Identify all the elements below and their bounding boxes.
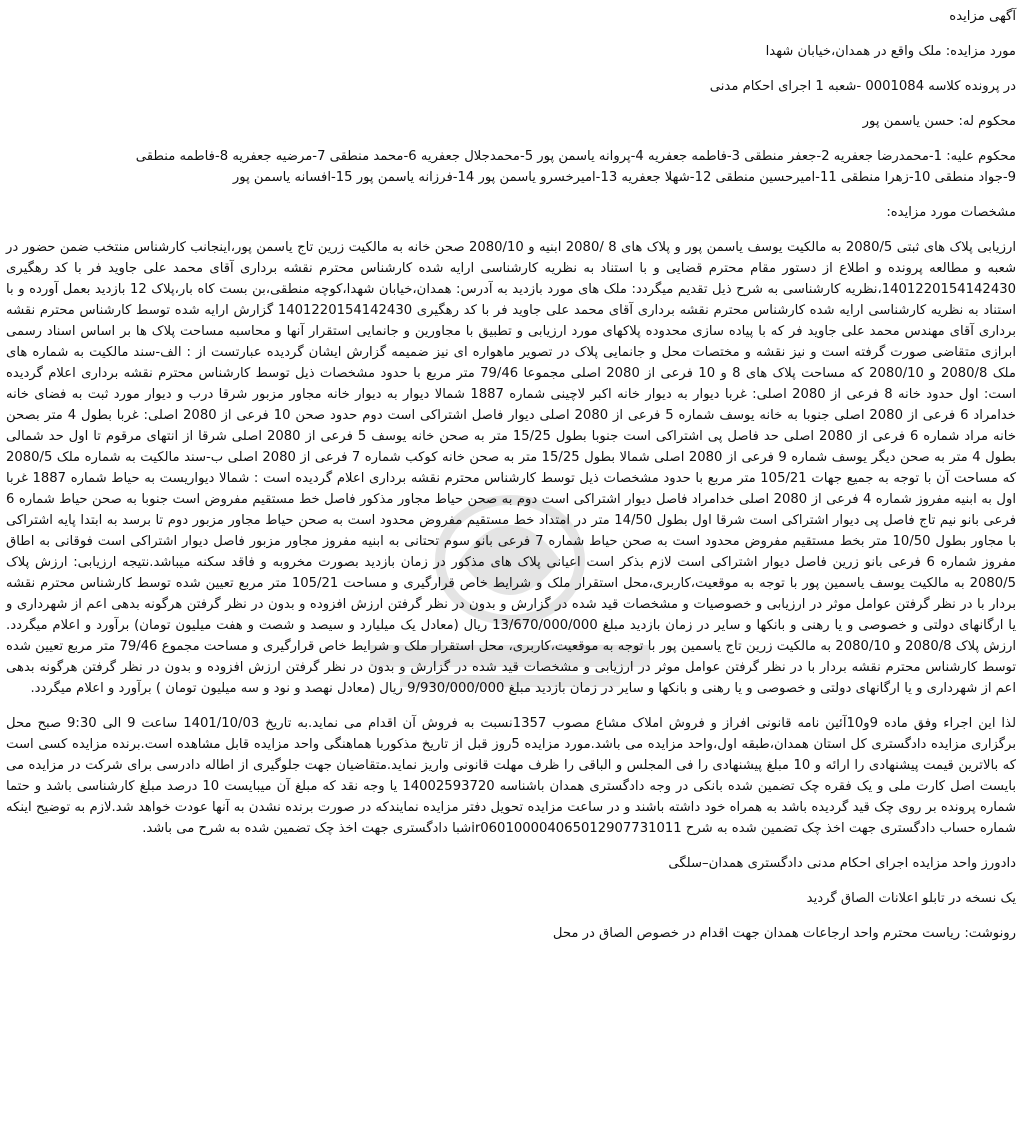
spacer	[6, 188, 1016, 202]
auction-notice	[6, 6, 1016, 1125]
spacer	[6, 132, 1016, 146]
specs-heading: مشخصات مورد مزایده:	[886, 205, 1016, 220]
debtors-line-2: 9-جواد منطقی 10-زهرا منطقی 11-امیرحسین منطقی 12-شهلا جعفریه 13-امیرخسرو یاسمن پور 14-فرزانه یاسمن پور 15-افسانه یاسمن پور	[232, 170, 1016, 185]
signature: دادورز واحد مزایده اجرای احکام مدنی دادگستری همدان–سلگی	[668, 856, 1016, 871]
creditor: محکوم له: حسن یاسمن پور	[862, 114, 1016, 129]
spacer	[6, 839, 1016, 853]
spacer	[6, 97, 1016, 111]
spacer	[6, 909, 1016, 923]
spacer	[6, 223, 1016, 237]
posting-note: یک نسخه در تابلو اعلانات الصاق گردید	[806, 891, 1016, 906]
spacer	[6, 27, 1016, 41]
appraisal-body: ارزیابی پلاک های ثبتی 2080/5 به مالکیت یوسف یاسمن پور و پلاک های 8 /2080 ابنیه و 2080/10 صحن خانه به مالکیت زرین تاج یاسمن پور،اینجانب کارشناس منتخب ضمن حضور در شعبه و مطالعه پرونده و اطلاع از دستور مقام محترم قضایی و با استناد به نظریه کارشناسی ارایه شده کارشناس محترم نقشه برداری آقای محمد علی جاوید فر با کد رهگیری 1401220154142430،نظریه کارشناسی به شرح ذیل تقدیم میگردد: ملک های مورد بازدید به آدرس: همدان،خیابان شهدا،کوچه منطقی،بن بست کاه بار،پلاک 12 بازدید بعمل آورده و با استناد به نظریه کارشناسی ارایه شده کارشناس محترم نقشه برداری آقای محمد علی جاوید فر با کد رهگیری 1401220154142430 گزارش ارایه شده توسط کارشناس محترم نقشه برداری آقای مهندس محمد علی جاوید فر که با پیاده سازی محدوده پلاکهای مورد ارزیابی و تطبیق با مجاورین و جانمایی استقرار آنها و محاسبه مساحت پلاک ها بر اساس اسناد رسمی ابرازی متقاضی صورت گرفته است و نیز نقشه و مختصات محل و جانمایی پلاک در تصویر ماهواره ای نیز ضمیمه گزارش ایشان گردیده عبارتست از : الف-سند مالکیت به شماره های ملک 2080/8 و 2080/10 که مساحت پلاک های 8 و 10 فرعی از 2080 اصلی مجموعا 79/46 متر مربع با حدود مشخصات ذیل توسط کارشناس محترم نقشه برداری اعلام گردیده است: اول حدود خانه 8 فرعی از 2080 اصلی: غربا دیوار به دیوار خانه اکبر لاچینی شماره 1887 شمالا دیوار به دیوار خانه مجاور مزبور شرقا درب و دیوار مورد ثبت به فضای خانه خدامراد 6 فرعی از 2080 اصلی جنوبا به خانه یوسف شماره 5 فرعی از 2080 اصلی دیوار فاصل اشتراکی است دوم حدود صحن 10 فرعی از 2080 اصلی: غربا بطول 4 متر بصحن خانه مراد شماره 6 فرعی از 2080 اصلی حد فاصل پی اشتراکی است جنوبا بطول 15/25 متر به صحن خانه یوسف 5 فرعی از 2080 اصلی شرقا از انتهای مرقوم تا اول حد شمالی بطول 4 متر به صحن دیگر یوسف شماره 9 فرعی از 2080 اصلی شمالا بطول 15/25 متر به صحن خانه کوکب شماره 7 فرعی از 2080 اصلی ب-سند مالکیت به شماره ملک 2080/5 که مساحت آن با توجه به جمیع جهات 105/21 متر مربع با حدود مشخصات ذیل توسط کارشناس محترم نقشه برداری اعلام گردیده است : شمالا دیواریست به حیاط شماره 1887 غربا اول به ابنیه مفروز شماره 4 فرعی از 2080 اصلی خدامراد فاصل دیوار اشتراکی است دوم به صحن حیاط مجاور مذکور فاصل خط مستقیم مفروض است جنوبا به صحن حیاط شماره 6 فرعی بانو نیم تاج فاصل پی دیوار اشتراکی است شرقا اول بطول 14/50 متر در امتداد خط مستقیم مفروض محدود است به صحن حیاط مجاور مزبور دوم تا برسد به ابتدا پایه اشتراکی با مجاور بطول 10/50 متر بخط مستقیم مفروض محدود است به صحن حیاط شماره 7 فرعی بانو سوم تحتانی به ابنیه مفروز مجاور مزبور فاصل دیوار اشتراکی است فوقانی به اطاق مفروز شماره 6 فرعی بانو زرین فاصل دیوار اشتراکی است لازم بذکر است اعیانی پلاک های مذکور در زمان بازدید بصورت مخروبه و فاقد سکنه میباشد.نتیجه ارزیابی: ارزش پلاک 2080/5 به مالکیت یوسف یاسمین پور با توجه به موقعیت،کاربری،محل استقرار ملک و شرایط خاص قرارگیری و مساحت 105/21 متر مربع تعیین شده توسط کارشناس محترم نقشه بردار با در نظر گرفتن عوامل موثر در ارزیابی و خصوصیات و مشخصات قید شده در گزارش و بدون در نظر گرفتن ارزش افزوده و بدون در نظر گرفتن هرگونه بدهی اعم از شهرداری و یا ارگانهای دولتی و خصوصی و یا رهنی و بانکها و سایر در زمان بازدید مبلغ 13/670/000/000 ریال (معادل یک میلیارد و سیصد و شصت و هفت میلیون تومان) برآورد و اعلام میگردد. ارزش پلاک 2080/8 و 2080/10 به مالکیت زرین تاج یاسمین پور با توجه به موقعیت،کاربری، محل استقرار ملک و شرایط خاص قرارگیری و مساحت مجموع 79/46 متر مربع تعیین شده توسط کارشناس محترم نقشه بردار با در نظر گرفتن عوامل موثر در ارزیابی و مشخصات قید شده در گزارش و بدون در نظر گرفتن ارزش افزوده و بدون در نظر گرفتن هرگونه بدهی اعم از شهرداری و یا ارگانهای دولتی و خصوصی و یا رهنی و بانکها و سایر در زمان بازدید مبلغ 9/930/000/000 ریال (معادل نهصد و نود و سه میلیون تومان ) برآورد و اعلام میگردد.	[6, 240, 1017, 696]
spacer	[6, 874, 1016, 888]
auction-terms: لذا این اجراء وفق ماده 9و10آئین نامه قانونی افراز و فروش املاک مشاع مصوب 1357نسبت به فروش آن اقدام می نماید.به تاریخ 1401/10/03 ساعت 9 الی 9:30 صبح محل برگزاری مزایده دادگستری کل استان همدان،طبقه اول،واحد مزایده می باشد.مورد مزایده 5روز قبل از تاریخ مذکوربا هماهنگی واحد مزایده قابل مشاهده است.برنده مزایده کسی است که بالاترین قیمت پیشنهادی را ارائه و 10 مبلغ پیشنهادی را فی المجلس و الباقی را ظرف مهلت قانونی واریز نماید.متقاضیان جهت جلوگیری از اطاله دادرسی برای شرکت در مزایده می بایست اصل کارت ملی و یک فقره چک تضمین شده بانکی در وجه دادگستری همدان باشناسه 14002593720 یا وجه نقد که مبلغ آن میبایست 10 درصد مبلغ کارشناسی باشد و حتما شماره پرونده بر روی چک قید گردیده باشد به همراه خود داشته باشند و در ساعت مزایده تحویل دفتر مزایده نمایندکه در صورت برنده نشدن به آنها عودت خواهد شد.لازم به توضیح اینکه شماره حساب دادگستری جهت اخذ چک تضمین شده به شرح ir060100004065012907731011شبا دادگستری جهت اخذ چک تضمین شده به شرح می باشد.	[6, 716, 1017, 836]
spacer	[6, 699, 1016, 713]
notice-title: آگهی مزایده	[949, 9, 1016, 24]
debtors-line-1: محکوم علیه: 1-محمدرضا جعفریه 2-جعفر منطقی 3-فاطمه جعفریه 4-پروانه یاسمن پور 5-محمدجلال جعفریه 6-محمد منطقی 7-مرضیه جعفریه 8-فاطمه منطقی	[135, 149, 1016, 164]
carbon-copy: رونوشت: ریاست محترم واحد ارجاعات همدان جهت اقدام در خصوص الصاق در محل	[552, 926, 1016, 941]
case-number: در پرونده کلاسه 0001084 -شعبه 1 اجرای احکام مدنی	[709, 79, 1016, 94]
auction-subject: مورد مزایده: ملک واقع در همدان،خیابان شهدا	[765, 44, 1016, 59]
spacer	[6, 62, 1016, 76]
